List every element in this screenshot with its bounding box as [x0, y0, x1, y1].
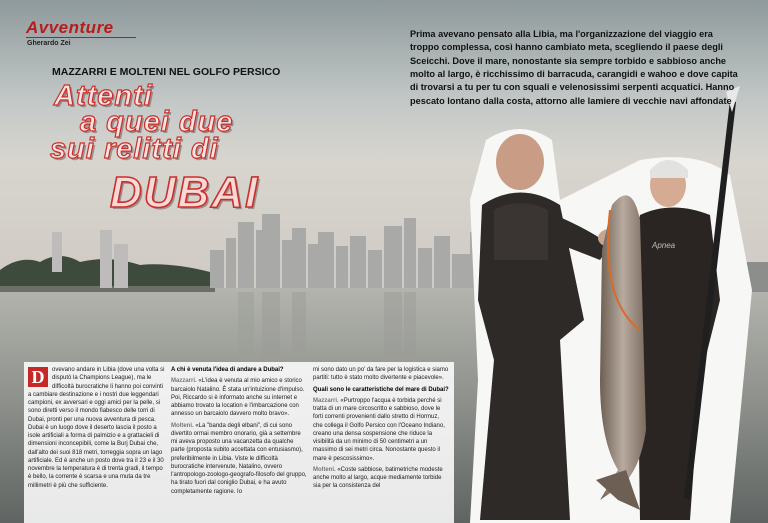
dropcap: D	[28, 367, 48, 387]
body-column-3	[313, 366, 449, 518]
interview-answer-continued: mi sono dato un po' da fare per la logistica e siamo partiti: tutto è stato molto divertente e piacevole».	[313, 367, 449, 382]
title-dubai: DUBAI	[110, 168, 260, 217]
speaker-name: Molteni.	[313, 466, 336, 473]
interview-answer: Molteni. «La "banda degli elbani", di cui sono divertito ormai membro onorario, già a settembre mi aveva proposto una vacanzetta da qualche parte (proposta subito accettata con entusiasmo), preferibilmente in Libia. Viste le difficoltà burocratiche intervenute, Natalino, ovvero l'antropologo-zoologo-geografo-filosofo del gruppo, ha tirato fuori dal coniglio Dubai, e ha avuto completamente ragione. Io	[171, 422, 307, 495]
body-text: ovevano andare in Libia (dove una volta si disputò la Champions League), ma le difficoltà burocratiche li hanno poi convinti a cambiare destinazione e i nostri due leggendari campioni, ex avversari e oggi amici per la pelle, si sono diretti verso il mondo fiabesco delle torri di Dubai, pronti per una nuova avventura di pesca. Dubai è un luogo dove il deserto lascia il posto a isole artificiali a forma di palmizio e a grattacieli di dimensioni inconcepibili, come la Burj Dubai che, dall'alto dei suoi 818 metri, torreggia sopra un lago artificiale. Ed è anche un posto dove tra il 23 e il 30 novembre la temperatura è di trenta gradi, il tempo è bello, la corrente è scarsa e una muta da tre millimetri è più che sufficiente.	[28, 367, 165, 489]
interview-answer: Molteni. «Coste sabbiose, batimetriche modeste anche molto al largo, acque mediamente torbide sia per la consistenza del	[313, 466, 443, 490]
section-label: Avventure	[26, 18, 114, 37]
author-name: Gherardo Zei	[27, 40, 71, 47]
body-column-1	[28, 366, 166, 518]
speaker-name: Mazzarri.	[313, 397, 339, 404]
title-line-3: sui relitti di	[50, 133, 219, 165]
interview-answer: Mazzarri. «Purtroppo l'acqua è torbida perché si tratta di un mare circoscritto e sabbioso, dove le forti correnti provenienti dallo stretto di Hormuz, che collega il Golfo Persico con l'Oceano Indiano, creano una densa sospensione che riduce la visibilità da un minimo di 50 centimetri a un massimo di sei metri circa. Nonostante questo il mare è pescosissimo».	[313, 397, 445, 462]
body-column-2	[171, 366, 308, 518]
title-line-2: a quei due	[80, 106, 234, 138]
interview-question: A chi è venuta l'idea di andare a Dubai?	[171, 367, 284, 373]
title-line-1: Attenti	[54, 80, 153, 112]
deck-paragraph: Prima avevano pensato alla Libia, ma l'organizzazione del viaggio era troppo complessa, così hanno cambiato meta, scegliendo il paese degli Sceicchi. Dove il mare, nonostante sia sempre torbido e sabbioso anche molto al largo, è ricchissimo di barracuda, carangidi e wahoo e dove capita di trovarsi a tu per tu con squali e velenosissimi serpenti acquatici. Hanno pescato lontano dalla costa, attorno alle lamiere di vecchie navi affondate	[410, 29, 738, 106]
kicker: MAZZARRI E MOLTENI NEL GOLFO PERSICO	[52, 66, 281, 78]
interview-answer: Mazzarri. «L'idea è venuta al mio amico e storico barcaiolo Natalino. È stata un'intuizione d'impulso. Poi, Riccardo si è informato anche su internet e abbiamo trovato la location e l'imbarcazione con annesso un barcaiolo davvero molto bravo».	[171, 378, 305, 418]
interview-question: Quali sono le caratteristiche del mare di Dubai?	[313, 386, 449, 393]
speaker-name: Molteni.	[171, 422, 194, 429]
section-rule	[26, 37, 136, 38]
speaker-name: Mazzarri.	[171, 378, 197, 385]
wetsuit-brand: Apnea	[652, 241, 676, 250]
